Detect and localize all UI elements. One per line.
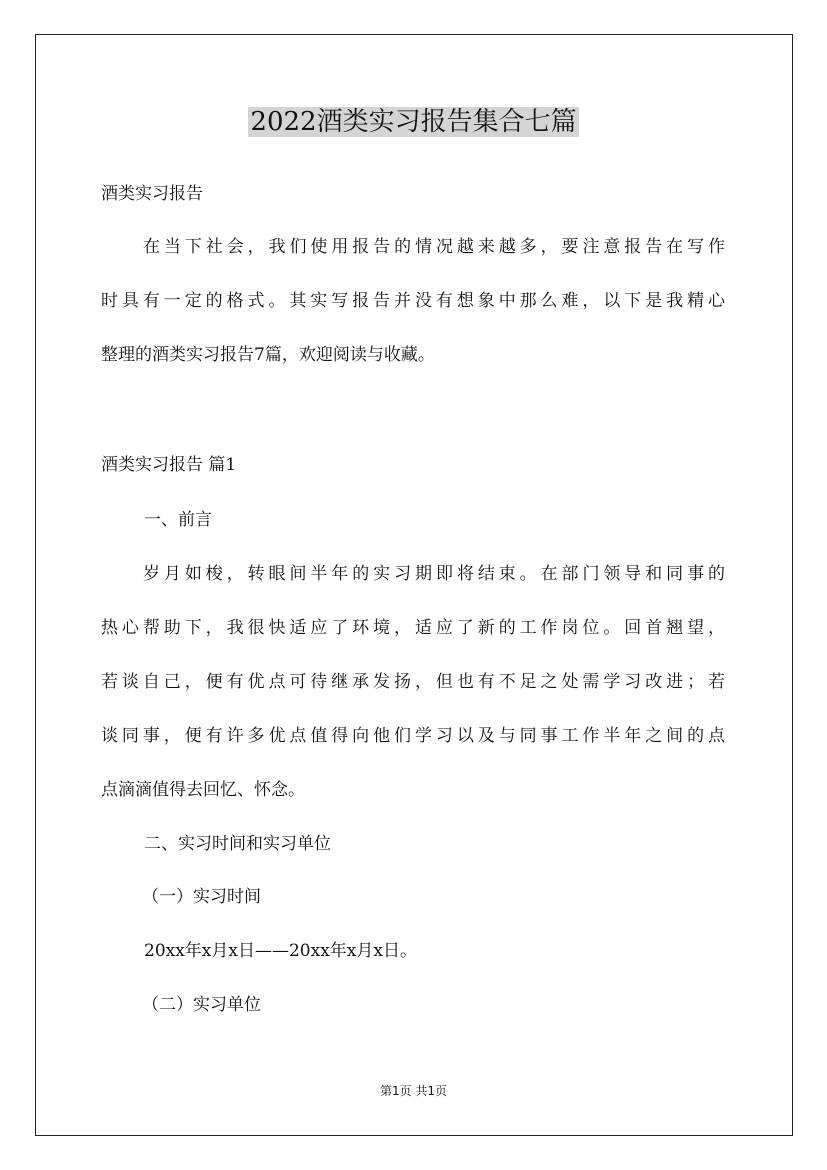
document-title-text: 2022酒类实习报告集合七篇: [250, 107, 577, 137]
paragraph-line: 整理的酒类实习报告7篇，欢迎阅读与收藏。: [101, 345, 435, 365]
paragraph-line: 岁月如梭，转眼间半年的实习期即将结束。在部门领导和同事的: [143, 564, 725, 584]
paragraph-line: 热心帮助下，我很快适应了环境，适应了新的工作岗位。回首翘望，: [101, 618, 725, 638]
paragraph-line: 在当下社会，我们使用报告的情况越来越多，要注意报告在写作: [143, 237, 725, 257]
paragraph-line: 20xx年x月x日——20xx年x月x日。: [144, 941, 417, 961]
subsection-heading: （二）实习单位: [142, 995, 261, 1015]
paragraph-line: 谈同事，便有许多优点值得向他们学习以及与同事工作半年之间的点: [101, 726, 725, 746]
page-footer: 第1页 共1页: [379, 1084, 448, 1098]
document-title: [0, 102, 827, 142]
subsection-heading: （一）实习时间: [142, 887, 261, 907]
section-heading: 酒类实习报告: [101, 184, 203, 204]
paragraph-line: 点滴滴值得去回忆、怀念。: [101, 780, 305, 800]
subsection-heading: 二、实习时间和实习单位: [144, 834, 331, 854]
paragraph-line: 时具有一定的格式。其实写报告并没有想象中那么难，以下是我精心: [101, 291, 725, 311]
section-heading: 酒类实习报告 篇1: [101, 455, 237, 475]
subsection-heading: 一、前言: [144, 510, 212, 530]
paragraph-line: 若谈自己，便有优点可待继承发扬，但也有不足之处需学习改进；若: [101, 672, 725, 692]
